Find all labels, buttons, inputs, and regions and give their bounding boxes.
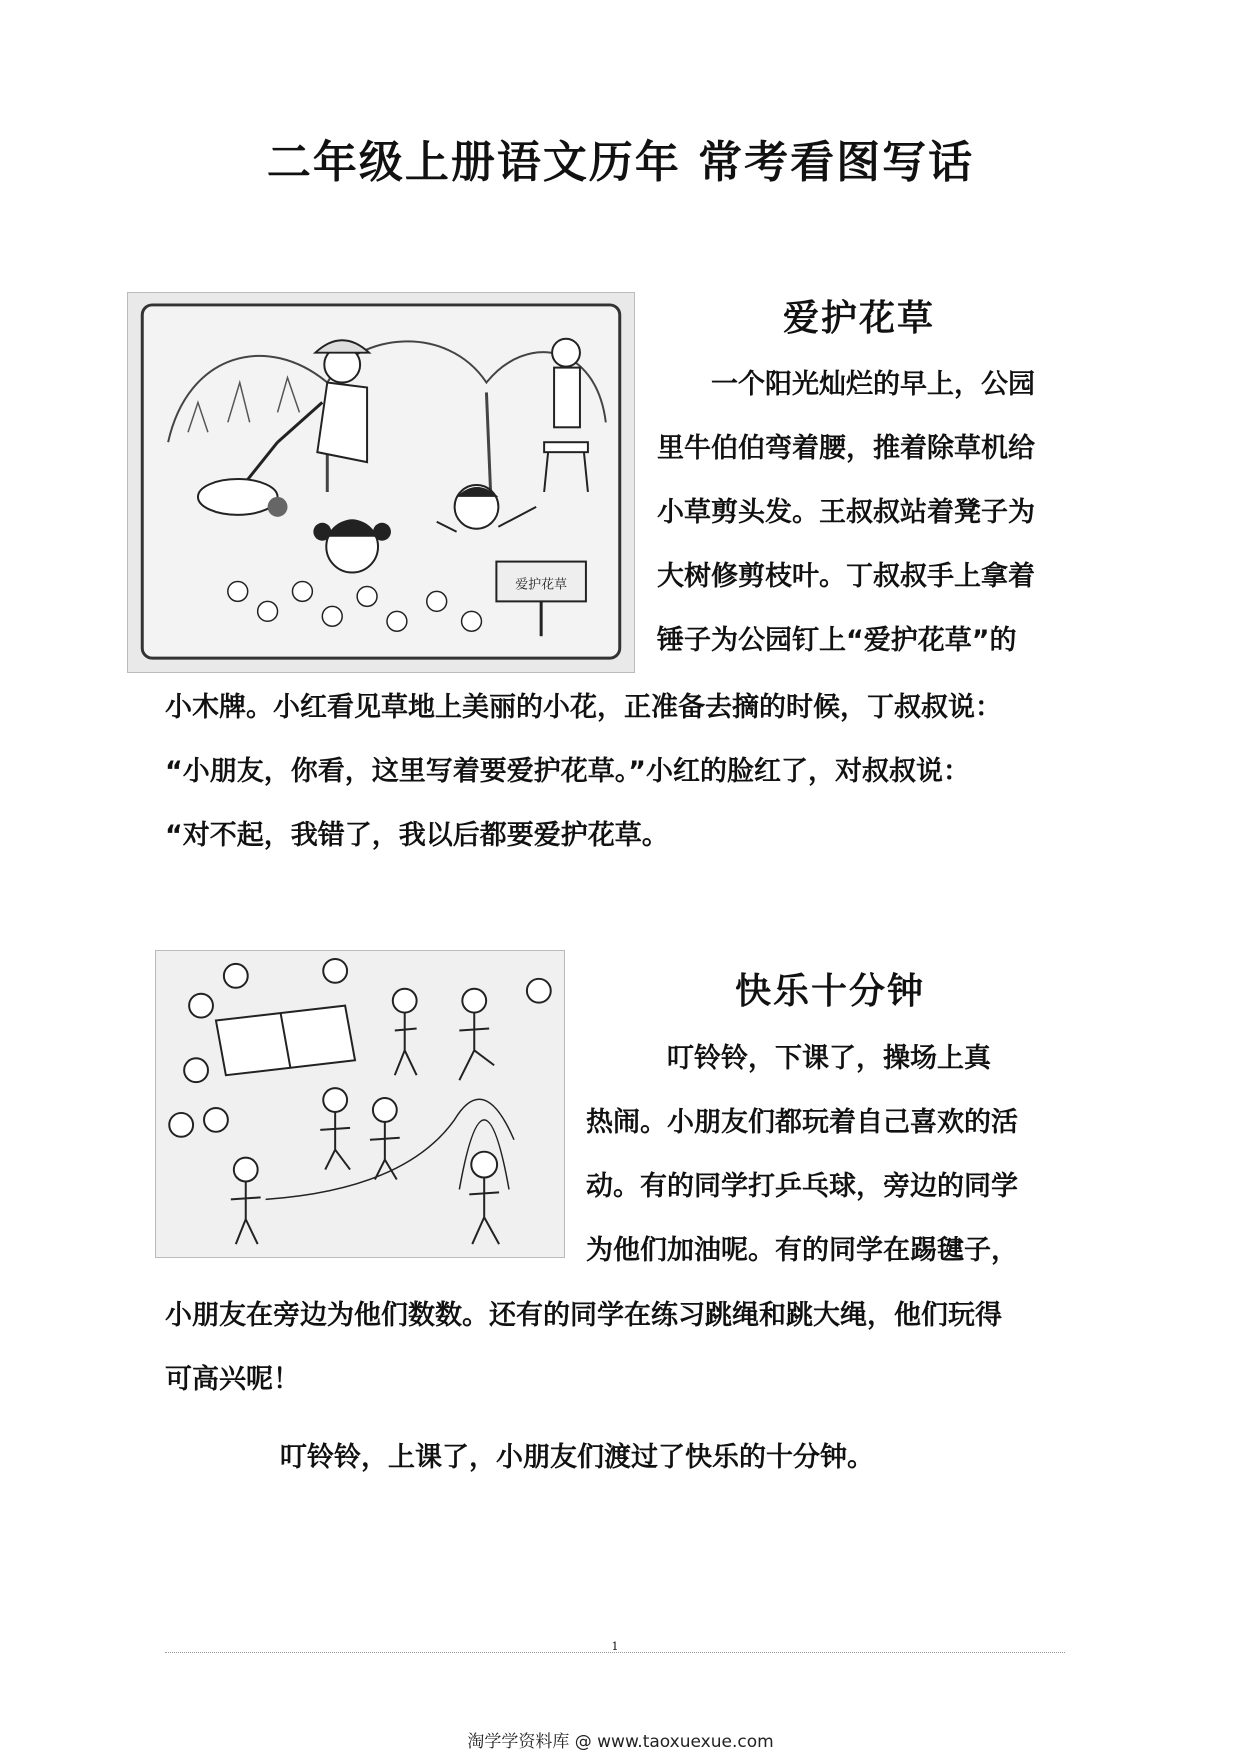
text-line: 可高兴呢！ [165,1364,300,1395]
text-line: 小草剪头发。王叔叔站着凳子为 [657,497,1035,528]
text-line: 叮铃铃，下课了，操场上真 [586,1043,991,1074]
garden-paragraph-wrapped [657,353,1072,673]
text-line: “对不起，我错了，我以后都要爱护花草。 [165,820,669,851]
page-number: 1 [611,1640,619,1653]
text-line: 大树修剪枝叶。丁叔叔手上拿着 [657,561,1035,592]
text-line: “小朋友，你看，这里写着要爱护花草。”小红的脸红了，对叔叔说： [165,756,970,787]
text-line: 热闹。小朋友们都玩着自己喜欢的活 [586,1107,1018,1138]
text-line: 锤子为公园钉上“爱护花草”的 [657,625,1017,656]
section-heading-playground: 快乐十分钟 [735,971,926,1012]
section-heading-garden: 爱护花草 [783,298,936,339]
text-line: 动。有的同学打乒乓球，旁边的同学 [586,1171,1018,1202]
page-title: 二年级上册语文历年 常考看图写话 [266,137,975,188]
footer-text: 淘学学资料库 @ www.taoxuexue.com [467,1732,774,1752]
garden-drawing [128,293,634,672]
playground-paragraph-wrapped [586,1027,1056,1283]
playground-drawing [156,951,564,1257]
text-line: 为他们加油呢。有的同学在踢毽子， [586,1235,1018,1266]
sign-text: 爱护花草 [515,577,567,593]
garden-paragraph-full [165,676,1075,868]
text-line: 里牛伯伯弯着腰，推着除草机给 [657,433,1035,464]
garden-illustration [127,292,635,673]
playground-paragraph-full [165,1284,1075,1412]
text-line: 一个阳光灿烂的早上，公园 [657,369,1035,400]
text-line: 小木牌。小红看见草地上美丽的小花，正准备去摘的时候，丁叔叔说： [165,692,1002,723]
playground-illustration [155,950,565,1258]
text-line: 小朋友在旁边为他们数数。还有的同学在练习跳绳和跳大绳，他们玩得 [165,1300,1002,1331]
closing-sentence: 叮铃铃，上课了，小朋友们渡过了快乐的十分钟。 [280,1442,874,1473]
